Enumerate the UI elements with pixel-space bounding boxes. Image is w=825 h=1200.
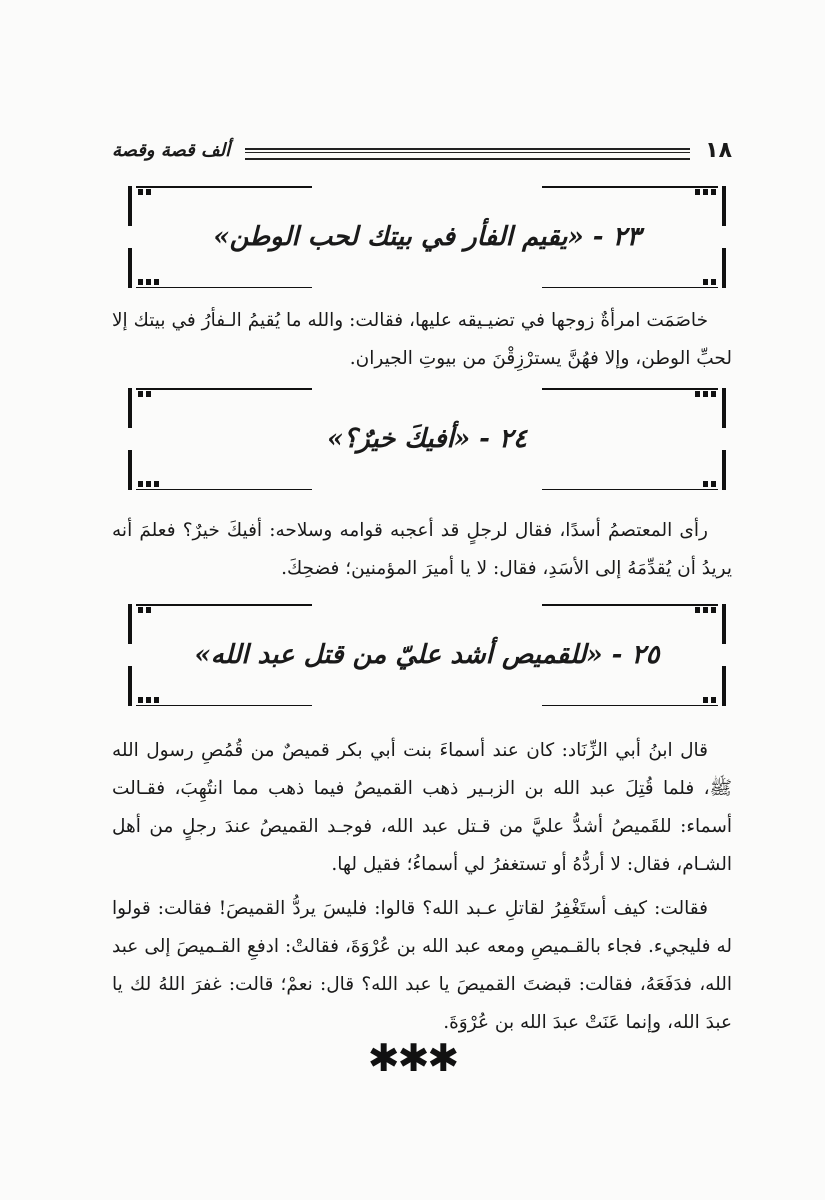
story-title: ٢٣ - «يقيم الفأر في بيتك لحب الوطن» <box>213 222 641 252</box>
page-number: ١٨ <box>705 138 732 163</box>
story-paragraph: خاصَمَت امرأةٌ زوجها في تضيـيقه عليها، فقالت: والله ما يُقيمُ الـفأرُ في بيتك إلا لحبِّ الوطن، وإلا فهُنَّ يسترْزِقْنَ من بيوتِ الجيران. <box>112 310 732 369</box>
frame-top <box>128 186 726 228</box>
story-paragraph: قال ابنُ أبي الزِّنَاد: كان عند أسماءَ بنت أبي بكر قميصٌ من قُمُصِ رسول الله ﷺ، فلما قُتِلَ عبد الله بن الزبـير ذهب القميصُ فيما ذهب مما انتُهِبَ، فقـالت أسماء: للقَميصُ أشدُّ عليَّ من قـتل عبد الله، فوجـد القميصُ عندَ رجلٍ من أهل الشـام، فقال: لا أردُّهُ أو تستغفرُ لي أسماءُ؛ فقيل لها. <box>112 740 732 875</box>
frame-top <box>128 388 726 430</box>
story-text-24 <box>112 512 732 594</box>
page-header <box>112 138 732 172</box>
story-title-frame-24 <box>128 388 726 490</box>
header-rule <box>245 148 690 160</box>
story-title: ٢٥ - «للقميص أشد عليّ من قتل عبد الله» <box>194 640 660 670</box>
frame-top <box>128 604 726 646</box>
story-paragraph: فقالت: كيف أستَغْفِرُ لقاتلِ عـبد الله؟ قالوا: فليسَ يردُّ القميصَ! فقالت: قولوا له فليجيء. فجاء بالقـميصِ ومعه عبد الله بن عُرْوَةَ، فقالتْ: ادفعِ القـميصَ إلى عبد الله، فدَفَعَهُ، فقالت: قبضتَ القميصَ يا عبد الله؟ قال: نعمْ؛ قالت: غفرَ اللهُ لك يا عبدَ الله، وإنما عَنَتْ عبدَ الله بن عُرْوَةَ. <box>112 898 732 1033</box>
story-text-23 <box>112 302 732 384</box>
frame-bottom <box>128 664 726 706</box>
end-ornament: ✱✱✱ <box>367 1036 458 1080</box>
story-paragraph: رأى المعتصمُ أسدًا، فقال لرجلٍ قد أعجبه قوامه وسلاحه: أفيكَ خيرٌ؟ فعلمَ أنه يريدُ أن يُقدِّمَهُ إلى الأسَدِ، فقال: لا يا أميرَ المؤمنين؛ فضحِكَ. <box>112 520 732 579</box>
story-title-frame-23 <box>128 186 726 288</box>
frame-bottom <box>128 448 726 490</box>
story-title: ٢٤ - «أفيكَ خيرٌ؟» <box>327 424 527 454</box>
frame-bottom <box>128 246 726 288</box>
story-text-25 <box>112 732 732 1048</box>
story-title-frame-25 <box>128 604 726 706</box>
book-title: ألف قصة وقصة <box>112 140 231 161</box>
